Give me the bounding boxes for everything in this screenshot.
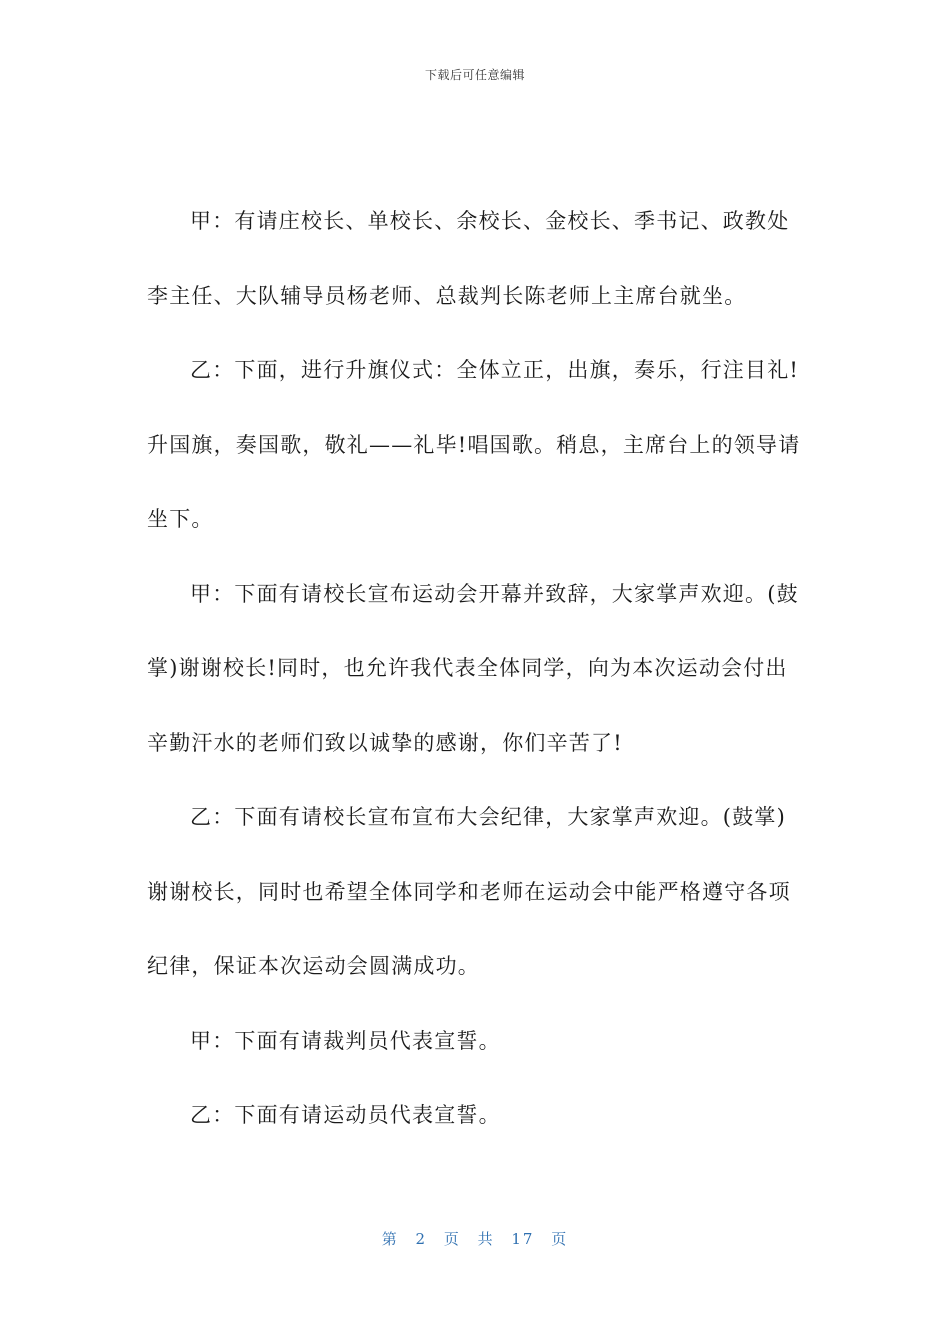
- paragraph-line: 甲：下面有请校长宣布运动会开幕并致辞，大家掌声欢迎。(鼓: [190, 581, 799, 606]
- paragraph-line: 甲：有请庄校长、单校长、余校长、金校长、季书记、政教处: [190, 209, 790, 233]
- paragraph-line: 辛勤汗水的老师们致以诚挚的感谢，你们辛苦了!: [147, 730, 623, 755]
- paragraph-line: 甲：下面有请裁判员代表宣誓。: [190, 1028, 501, 1053]
- paragraph-line: 李主任、大队辅导员杨老师、总裁判长陈老师上主席台就坐。: [147, 283, 747, 308]
- paragraph-line: 掌)谢谢校长!同时，也允许我代表全体同学，向为本次运动会付出: [147, 656, 788, 680]
- paragraph-line: 乙：下面有请运动员代表宣誓。: [190, 1103, 501, 1127]
- document-body: [147, 196, 807, 1165]
- paragraph-line: 乙：下面，进行升旗仪式：全体立正，出旗，奏乐，行注目礼!: [190, 358, 800, 382]
- paragraph-line: 谢谢校长，同时也希望全体同学和老师在运动会中能严格遵守各项: [147, 879, 791, 904]
- page-number-footer: 第 2 页 共 17 页: [381, 1230, 569, 1248]
- paragraph-line: 乙：下面有请校长宣布宣布大会纪律，大家掌声欢迎。(鼓掌): [190, 805, 786, 829]
- paragraph-line: 坐下。: [147, 507, 214, 531]
- page-header-note: 下载后可任意编辑: [424, 68, 525, 82]
- paragraph-line: 纪律，保证本次运动会圆满成功。: [147, 954, 480, 978]
- paragraph-line: 升国旗，奏国歌，敬礼——礼毕!唱国歌。稍息，主席台上的领导请: [147, 432, 801, 457]
